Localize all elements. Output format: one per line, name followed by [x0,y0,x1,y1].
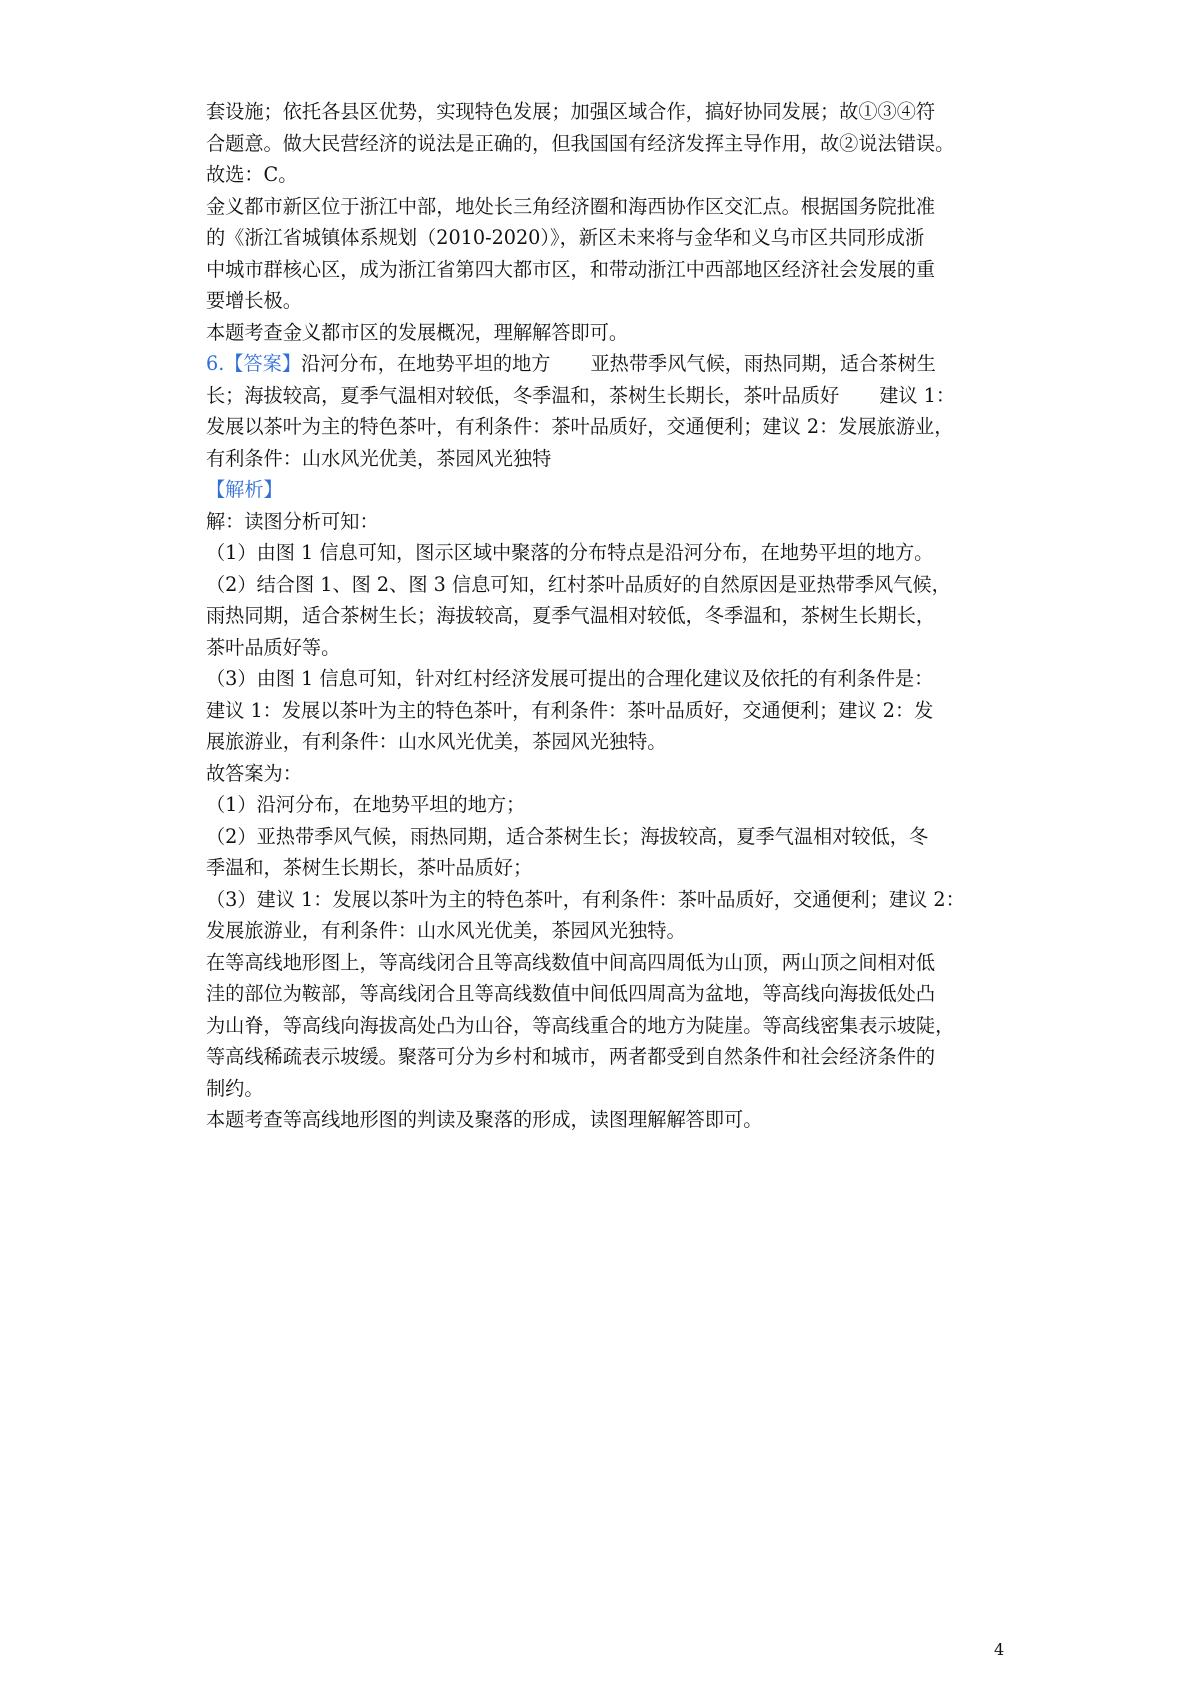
analysis-line: （3）由图 1 信息可知，针对红村经济发展可提出的合理化建议及依托的有利条件是： [206,667,934,690]
answer-line: 有利条件：山水风光优美，茶园风光独特 [206,446,552,470]
answer-segment: 亚热带季风气候，雨热同期，适合茶树生 [590,352,936,375]
analysis-line: 本题考查等高线地形图的判读及聚落的形成，读图理解解答即可。 [206,1108,763,1131]
text-line: 合题意。做大民营经济的说法是正确的，但我国国有经济发挥主导作用，故②说法错误。 [206,131,955,155]
analysis-line: 解：读图分析可知： [206,509,379,533]
text-line: 故选：C。 [206,163,298,186]
page-number: 4 [994,1640,1005,1659]
analysis-line: （2）亚热带季风气候，雨热同期，适合茶树生长；海拔较高，夏季气温相对较低，冬 [206,824,929,848]
analysis-line: 为山脊，等高线向海拔高处凸为山谷，等高线重合的地方为陡崖。等高线密集表示坡陡， [206,1013,955,1037]
text-line: 的《浙江省城镇体系规划（2010-2020）》，新区未来将与金华和义乌市区共同形成浙 [206,226,925,249]
analysis-line: （3）建议 1：发展以茶叶为主的特色茶叶，有利条件：茶叶品质好，交通便利；建议 2： [206,887,965,911]
analysis-label: 【解析】 [206,478,283,501]
analysis-line: （1）由图 1 信息可知，图示区域中聚落的分布特点是沿河分布，在地势平坦的地方。 [206,541,934,564]
answer-line [206,348,1006,380]
analysis-line: 发展旅游业，有利条件：山水风光优美，茶园风光独特。 [206,919,686,942]
analysis-line: 建议 1：发展以茶叶为主的特色茶叶，有利条件：茶叶品质好，交通便利；建议 2：发 [206,698,934,722]
analysis-line: （1）沿河分布，在地势平坦的地方； [206,793,526,816]
text-line: 本题考查金义都市区的发展概况，理解解答即可。 [206,320,629,344]
answer-segment: 沿河分布，在地势平坦的地方 [301,352,551,375]
analysis-line: 洼的部位为鞍部，等高线闭合且等高线数值中间低四周高为盆地，等高线向海拔低处凸 [206,982,936,1005]
analysis-line: 季温和，茶树生长期长，茶叶品质好； [206,856,533,879]
analysis-line: 展旅游业，有利条件：山水风光优美，茶园风光独特。 [206,730,667,753]
analysis-line: 雨热同期，适合茶树生长；海拔较高，夏季气温相对较低，冬季温和，茶树生长期长， [206,604,936,627]
analysis-line: 茶叶品质好等。 [206,635,341,659]
answer-segment: 长；海拔较高，夏季气温相对较低，冬季温和，茶树生长期长，茶叶品质好 [206,383,840,407]
text-line: 中城市群核心区，成为浙江省第四大都市区，和带动浙江中西部地区经济社会发展的重 [206,257,936,281]
analysis-line: 故答案为： [206,761,302,785]
analysis-line: 在等高线地形图上，等高线闭合且等高线数值中间高四周低为山顶，两山顶之间相对低 [206,950,936,974]
text-line: 金义都市新区位于浙江中部，地处长三角经济圈和海西协作区交汇点。根据国务院批准 [206,194,936,218]
document-page [206,96,1006,1136]
answer-segment: 建议 1： [879,383,956,407]
text-line: 要增长极。 [206,289,302,312]
analysis-line: 制约。 [206,1076,264,1100]
answer-line: 发展以茶叶为主的特色茶叶，有利条件：茶叶品质好，交通便利；建议 2：发展旅游业， [206,415,954,438]
text-line: 套设施；依托各县区优势，实现特色发展；加强区域合作，搞好协同发展；故①③④符 [206,100,936,123]
answer-label: 6.【答案】 [206,352,302,375]
analysis-line: （2）结合图 1、图 2、图 3 信息可知，红村茶叶品质好的自然原因是亚热带季风气候， [206,572,951,596]
answer-line [206,380,1006,412]
analysis-line: 等高线稀疏表示坡缓。聚落可分为乡村和城市，两者都受到自然条件和社会经济条件的 [206,1045,936,1068]
